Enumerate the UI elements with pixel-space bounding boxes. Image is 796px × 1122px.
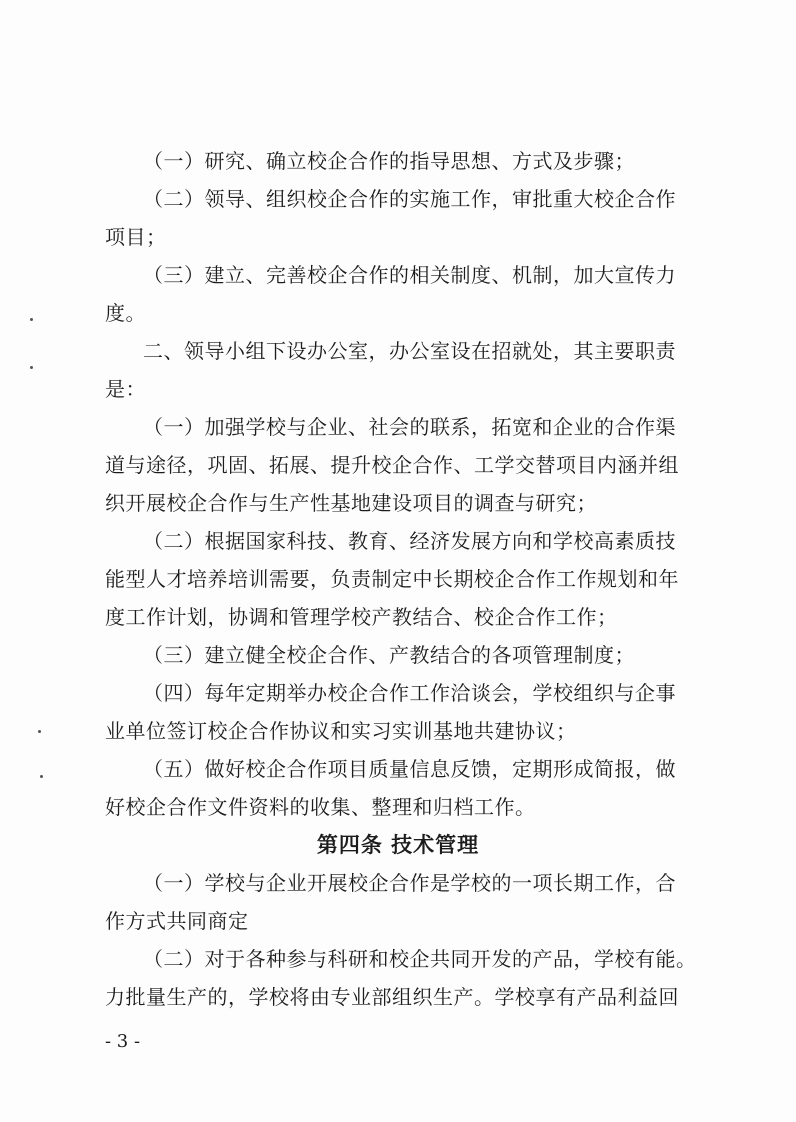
- paragraph-line: 力批量生产的，学校将由专业部组织生产。学校享有产品利益回: [105, 985, 679, 1009]
- paragraph-line: （一）学校与企业开展校企合作是学校的一项长期工作，合: [143, 871, 676, 895]
- scan-speck: [38, 730, 41, 733]
- paragraph-line: （三）建立、完善校企合作的相关制度、机制，加大宣传力: [143, 263, 676, 287]
- paragraph-line: （二）对于各种参与科研和校企共同开发的产品，学校有能。: [143, 947, 697, 971]
- paragraph-line: 道与途径，巩固、拓展、提升校企合作、工学交替项目内涵并组: [105, 453, 679, 477]
- scan-speck: [30, 366, 33, 369]
- paragraph-line: （一）加强学校与企业、社会的联系，拓宽和企业的合作渠: [143, 415, 676, 439]
- paragraph-line: 项目；: [105, 225, 167, 249]
- paragraph-line: 织开展校企合作与生产性基地建设项目的调查与研究；: [105, 491, 597, 515]
- paragraph-line: 度工作计划，协调和管理学校产教结合、校企合作工作；: [105, 605, 618, 629]
- scan-speck: [30, 318, 33, 321]
- paragraph-line: 业单位签订校企合作协议和实习实训基地共建协议；: [105, 719, 577, 743]
- paragraph-line: 二、领导小组下设办公室，办公室设在招就处，其主要职责: [143, 339, 676, 363]
- section-heading: 第四条 技术管理: [316, 833, 480, 857]
- scan-speck: [40, 775, 43, 778]
- paragraph-line: （二）领导、组织校企合作的实施工作，审批重大校企合作: [143, 187, 676, 211]
- paragraph-line: （一）研究、确立校企合作的指导思想、方式及步骤；: [143, 149, 635, 173]
- page-number: - 3 -: [105, 1031, 141, 1052]
- paragraph-line: （四）每年定期举办校企合作工作洽谈会，学校组织与企事: [143, 681, 676, 705]
- paragraph-line: （五）做好校企合作项目质量信息反馈，定期形成简报，做: [143, 757, 676, 781]
- paragraph-line: 是：: [105, 377, 146, 401]
- paragraph-line: 作方式共同商定: [105, 909, 249, 933]
- paragraph-line: （三）建立健全校企合作、产教结合的各项管理制度；: [143, 643, 635, 667]
- paragraph-line: 度。: [105, 301, 146, 325]
- paragraph-line: 好校企合作文件资料的收集、整理和归档工作。: [105, 795, 536, 819]
- paragraph-line: （二）根据国家科技、教育、经济发展方向和学校高素质技: [143, 529, 676, 553]
- paragraph-line: 能型人才培养培训需要，负责制定中长期校企合作工作规划和年: [105, 567, 679, 591]
